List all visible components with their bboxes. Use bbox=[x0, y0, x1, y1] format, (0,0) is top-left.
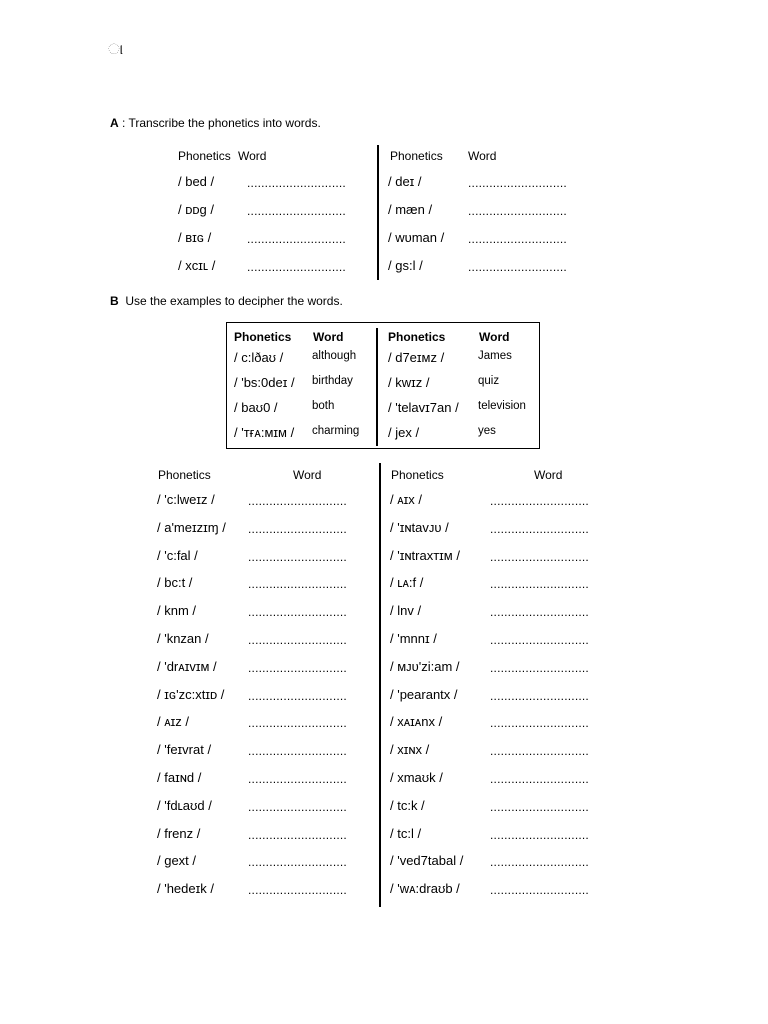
phonetic-prompt: / 'ɪɴtraxᴛɪᴍ / bbox=[390, 547, 460, 563]
answer-blank[interactable]: ............................ bbox=[248, 577, 347, 592]
phonetic-prompt: / ɪɢ'zc:xtɪᴅ / bbox=[157, 686, 225, 702]
answer-blank[interactable]: ............................ bbox=[468, 260, 567, 274]
example-word: quiz bbox=[478, 375, 500, 387]
answer-blank[interactable]: ............................ bbox=[490, 716, 589, 731]
phonetic-prompt: / 'ved7tabal / bbox=[390, 853, 464, 869]
phonetic-prompt: / lnv / bbox=[390, 603, 422, 619]
answer-blank[interactable]: ............................ bbox=[248, 633, 347, 647]
example-word: although bbox=[312, 350, 357, 362]
example-phonetic: / jex / bbox=[388, 425, 420, 440]
phonetic-prompt: / faɪɴd / bbox=[157, 770, 202, 785]
phonetic-prompt: / 'mnnɪ / bbox=[390, 631, 437, 646]
example-word: charming bbox=[312, 425, 360, 437]
phonetic-prompt: / wᴜman / bbox=[388, 230, 445, 245]
section-a-letter: A bbox=[110, 116, 119, 130]
example-word: television bbox=[478, 400, 526, 412]
answer-blank[interactable]: ............................ bbox=[490, 577, 589, 592]
answer-blank[interactable]: ............................ bbox=[248, 772, 347, 786]
phonetic-prompt: / 'drᴀɪvɪᴍ / bbox=[157, 658, 217, 674]
section-a-text: : Transcribe the phonetics into words. bbox=[118, 116, 321, 130]
answer-blank[interactable]: ............................ bbox=[248, 716, 347, 731]
answer-blank[interactable]: ............................ bbox=[247, 260, 346, 274]
phonetic-prompt: / 'fdʟaʊd / bbox=[157, 797, 212, 813]
answer-blank[interactable]: ............................ bbox=[490, 772, 589, 786]
phonetic-prompt: / 'ɪɴtavᴊᴜ / bbox=[390, 519, 449, 535]
example-word: birthday bbox=[312, 375, 353, 387]
phonetic-prompt: / 'c:lweɪz / bbox=[157, 492, 215, 507]
a-right-header-phonetics: Phonetics bbox=[390, 149, 443, 163]
answer-blank[interactable]: ............................ bbox=[490, 688, 589, 703]
answer-blank[interactable]: ............................ bbox=[490, 521, 589, 536]
phonetic-prompt: / 'wᴀ:draʊb / bbox=[390, 881, 460, 897]
answer-blank[interactable]: ............................ bbox=[490, 605, 589, 620]
examples-right-header-phonetics: Phonetics bbox=[388, 330, 446, 344]
answer-blank[interactable]: ............................ bbox=[248, 494, 347, 508]
phonetic-prompt: / xᴀɪᴀnx / bbox=[390, 714, 443, 730]
answer-blank[interactable]: ............................ bbox=[490, 883, 589, 898]
example-word: James bbox=[478, 350, 512, 362]
phonetic-prompt: / ᴍᴊᴜ'zi:am / bbox=[390, 658, 460, 674]
answer-blank[interactable]: ............................ bbox=[490, 744, 589, 759]
a-right-header-word: Word bbox=[468, 149, 497, 163]
phonetic-prompt: / tc:l / bbox=[390, 825, 422, 841]
phonetic-prompt: / tc:k / bbox=[390, 797, 425, 813]
answer-blank[interactable]: ............................ bbox=[248, 883, 347, 898]
section-b-letter: B bbox=[110, 294, 119, 308]
corner-mark: ା bbox=[108, 40, 124, 58]
answer-blank[interactable]: ............................ bbox=[248, 688, 347, 703]
b-divider bbox=[379, 463, 381, 907]
phonetic-prompt: / xcɪʟ / bbox=[178, 258, 216, 273]
phonetic-prompt: / xmaʊk / bbox=[390, 770, 443, 785]
answer-blank[interactable]: ............................ bbox=[248, 799, 347, 814]
answer-blank[interactable]: ............................ bbox=[490, 549, 589, 564]
example-phonetic: / baʊ0 / bbox=[234, 400, 278, 415]
example-phonetic: / 'bs:0deɪ / bbox=[234, 375, 295, 390]
answer-blank[interactable]: ............................ bbox=[247, 204, 346, 218]
answer-blank[interactable]: ............................ bbox=[490, 855, 589, 870]
answer-blank[interactable]: ............................ bbox=[248, 827, 347, 842]
answer-blank[interactable]: ............................ bbox=[248, 605, 347, 620]
answer-blank[interactable]: ............................ bbox=[248, 549, 347, 564]
a-divider bbox=[377, 145, 379, 280]
answer-blank[interactable]: ............................ bbox=[248, 855, 347, 870]
examples-left-header-phonetics: Phonetics bbox=[234, 330, 292, 344]
examples-left-header-word: Word bbox=[313, 330, 344, 344]
phonetic-prompt: / ᴅᴅg / bbox=[178, 202, 215, 217]
phonetic-prompt: / deɪ / bbox=[388, 174, 422, 189]
section-a-instruction bbox=[110, 116, 321, 130]
phonetic-prompt: / 'c:fal / bbox=[157, 547, 198, 563]
phonetic-prompt: / gs:l / bbox=[388, 258, 423, 273]
phonetic-prompt: / ʟᴀ:f / bbox=[390, 575, 424, 591]
answer-blank[interactable]: ............................ bbox=[490, 494, 589, 508]
answer-blank[interactable]: ............................ bbox=[248, 660, 347, 675]
phonetic-prompt: / a'meɪzɪɱ / bbox=[157, 519, 226, 535]
a-left-header-phonetics: Phonetics bbox=[178, 149, 231, 163]
phonetic-prompt: / mæn / bbox=[388, 202, 433, 217]
phonetic-prompt: / ʙɪɢ / bbox=[178, 230, 212, 245]
phonetic-prompt: / xɪɴx / bbox=[390, 742, 430, 758]
example-phonetic: / c:lðaʊ / bbox=[234, 350, 284, 365]
section-b-instruction bbox=[110, 294, 343, 308]
answer-blank[interactable]: ............................ bbox=[468, 176, 567, 190]
phonetic-prompt: / 'pearantx / bbox=[390, 686, 458, 702]
answer-blank[interactable]: ............................ bbox=[490, 799, 589, 814]
phonetic-prompt: / gext / bbox=[157, 853, 197, 869]
b-right-header-word: Word bbox=[534, 468, 563, 482]
phonetic-prompt: / bc:t / bbox=[157, 575, 193, 591]
phonetic-prompt: / 'hedeɪk / bbox=[157, 881, 214, 897]
example-phonetic: / 'ᴛғᴀ:ᴍɪᴍ / bbox=[234, 425, 295, 440]
answer-blank[interactable]: ............................ bbox=[247, 232, 346, 246]
b-left-header-phonetics: Phonetics bbox=[158, 468, 211, 482]
section-b-text: Use the examples to decipher the words. bbox=[125, 294, 343, 308]
b-left-header-word: Word bbox=[293, 468, 322, 482]
phonetic-prompt: / ᴀɪz / bbox=[157, 714, 190, 730]
phonetic-prompt: / bed / bbox=[178, 174, 215, 189]
b-right-header-phonetics: Phonetics bbox=[391, 468, 444, 482]
answer-blank[interactable]: ............................ bbox=[490, 660, 589, 675]
example-phonetic: / d7eɪᴍz / bbox=[388, 350, 445, 365]
phonetic-prompt: / ᴀɪx / bbox=[390, 492, 423, 507]
phonetic-prompt: / 'knzan / bbox=[157, 631, 209, 646]
answer-blank[interactable]: ............................ bbox=[248, 744, 347, 759]
phonetic-prompt: / knm / bbox=[157, 603, 197, 619]
answer-blank[interactable]: ............................ bbox=[468, 232, 567, 246]
example-word: both bbox=[312, 400, 335, 412]
answer-blank[interactable]: ............................ bbox=[248, 521, 347, 536]
example-phonetic: / kwɪz / bbox=[388, 375, 430, 390]
example-phonetic: / 'telavɪ7an / bbox=[388, 400, 459, 415]
phonetic-prompt: / 'feɪvrat / bbox=[157, 742, 212, 758]
answer-blank[interactable]: ............................ bbox=[468, 204, 567, 218]
examples-divider bbox=[376, 328, 378, 446]
a-left-header-word: Word bbox=[238, 149, 267, 163]
answer-blank[interactable]: ............................ bbox=[490, 633, 589, 647]
answer-blank[interactable]: ............................ bbox=[247, 176, 346, 190]
example-word: yes bbox=[478, 425, 496, 437]
phonetic-prompt: / frenz / bbox=[157, 825, 201, 841]
examples-right-header-word: Word bbox=[479, 330, 510, 344]
answer-blank[interactable]: ............................ bbox=[490, 827, 589, 842]
